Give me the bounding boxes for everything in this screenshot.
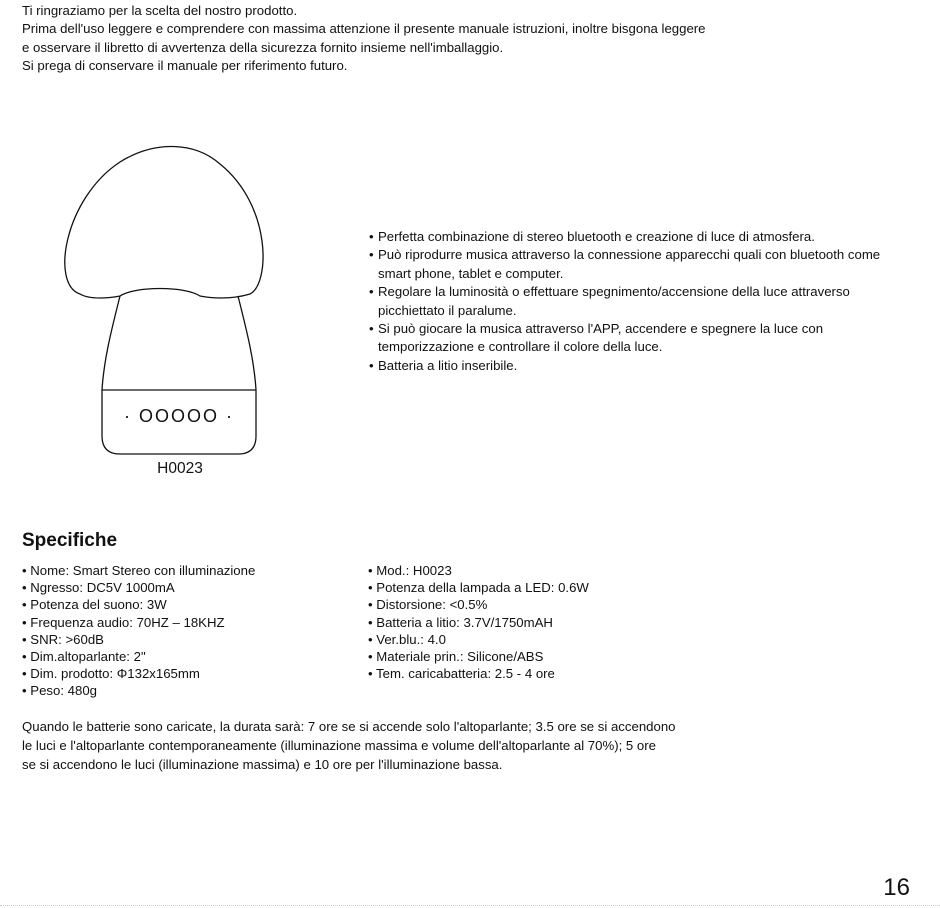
spec-item: • Tem. caricabatteria: 2.5 - 4 ore — [368, 665, 768, 682]
battery-duration-note — [22, 717, 922, 774]
battery-note-line: Quando le batterie sono caricate, la durata sarà: 7 ore se si accende solo l'altoparlante; 3.5 ore se si accendono — [22, 719, 676, 734]
intro-line: e osservare il libretto di avvertenza della sicurezza fornito insieme nell'imballaggio. — [22, 39, 504, 55]
spec-item: • Dim.altoparlante: 2" — [22, 648, 362, 665]
intro-line: Prima dell'uso leggere e comprendere con massima attenzione il presente manuale istruzioni, inoltre bisgona leggere — [22, 21, 706, 37]
specs-left-column — [22, 562, 362, 700]
battery-note-line: se si accendono le luci (illuminazione massima) e 10 ore per l'illuminazione bassa. — [22, 757, 503, 772]
spec-item: • Batteria a litio: 3.7V/1750mAH — [368, 614, 768, 631]
spec-item: • Ngresso: DC5V 1000mA — [22, 579, 362, 596]
feature-item: • Può riprodurre musica attraverso la connessione apparecchi quali con bluetooth come smart phone, tablet e computer. — [369, 246, 889, 283]
feature-item: • Perfetta combinazione di stereo bluetooth e creazione di luce di atmosfera. — [369, 228, 889, 246]
spec-item: • Ver.blu.: 4.0 — [368, 631, 768, 648]
spec-item: • Materiale prin.: Silicone/ABS — [368, 648, 768, 665]
intro-line: Si prega di conservare il manuale per riferimento futuro. — [22, 58, 348, 74]
page-footer-rule — [0, 905, 940, 906]
lamp-shade-outline — [65, 146, 263, 298]
spec-item: • Potenza della lampada a LED: 0.6W — [368, 579, 768, 596]
feature-item: • Batteria a litio inseribile. — [369, 357, 889, 375]
model-label: H0023 — [157, 460, 203, 477]
mushroom-lamp-drawing — [60, 118, 270, 458]
battery-note-line: le luci e l'altoparlante contemporaneamente (illuminazione massima e volume dell'altoparlante al 70%); 5 ore — [22, 738, 656, 753]
spec-item: • Mod.: H0023 — [368, 562, 768, 579]
spec-item: • Potenza del suono: 3W — [22, 596, 362, 613]
intro-line: Ti ringraziamo per la scelta del nostro prodotto. — [22, 3, 298, 18]
feature-list — [369, 228, 889, 375]
spec-item: • Peso: 480g — [22, 682, 362, 699]
spec-item: • Distorsione: <0.5% — [368, 596, 768, 613]
product-illustration — [60, 118, 270, 480]
spec-item: • Frequenza audio: 70HZ – 18KHZ — [22, 614, 362, 631]
spec-item: • Nome: Smart Stereo con illuminazione — [22, 562, 362, 579]
spec-item: • Dim. prodotto: Φ132x165mm — [22, 665, 362, 682]
control-buttons-row: · OOOOO · — [124, 406, 234, 426]
lamp-base-outline — [102, 296, 256, 454]
feature-item: • Regolare la luminosità o effettuare spegnimento/accensione della luce attraverso picchiettato il paralume. — [369, 283, 889, 320]
page-number: 16 — [883, 874, 910, 901]
specs-heading: Specifiche — [22, 530, 118, 551]
spec-item: • SNR: >60dB — [22, 631, 362, 648]
specs-right-column — [368, 562, 768, 682]
intro-paragraph — [22, 2, 922, 76]
feature-item: • Si può giocare la musica attraverso l'APP, accendere e spegnere la luce con temporizzazione e controllare il colore della luce. — [369, 320, 889, 357]
